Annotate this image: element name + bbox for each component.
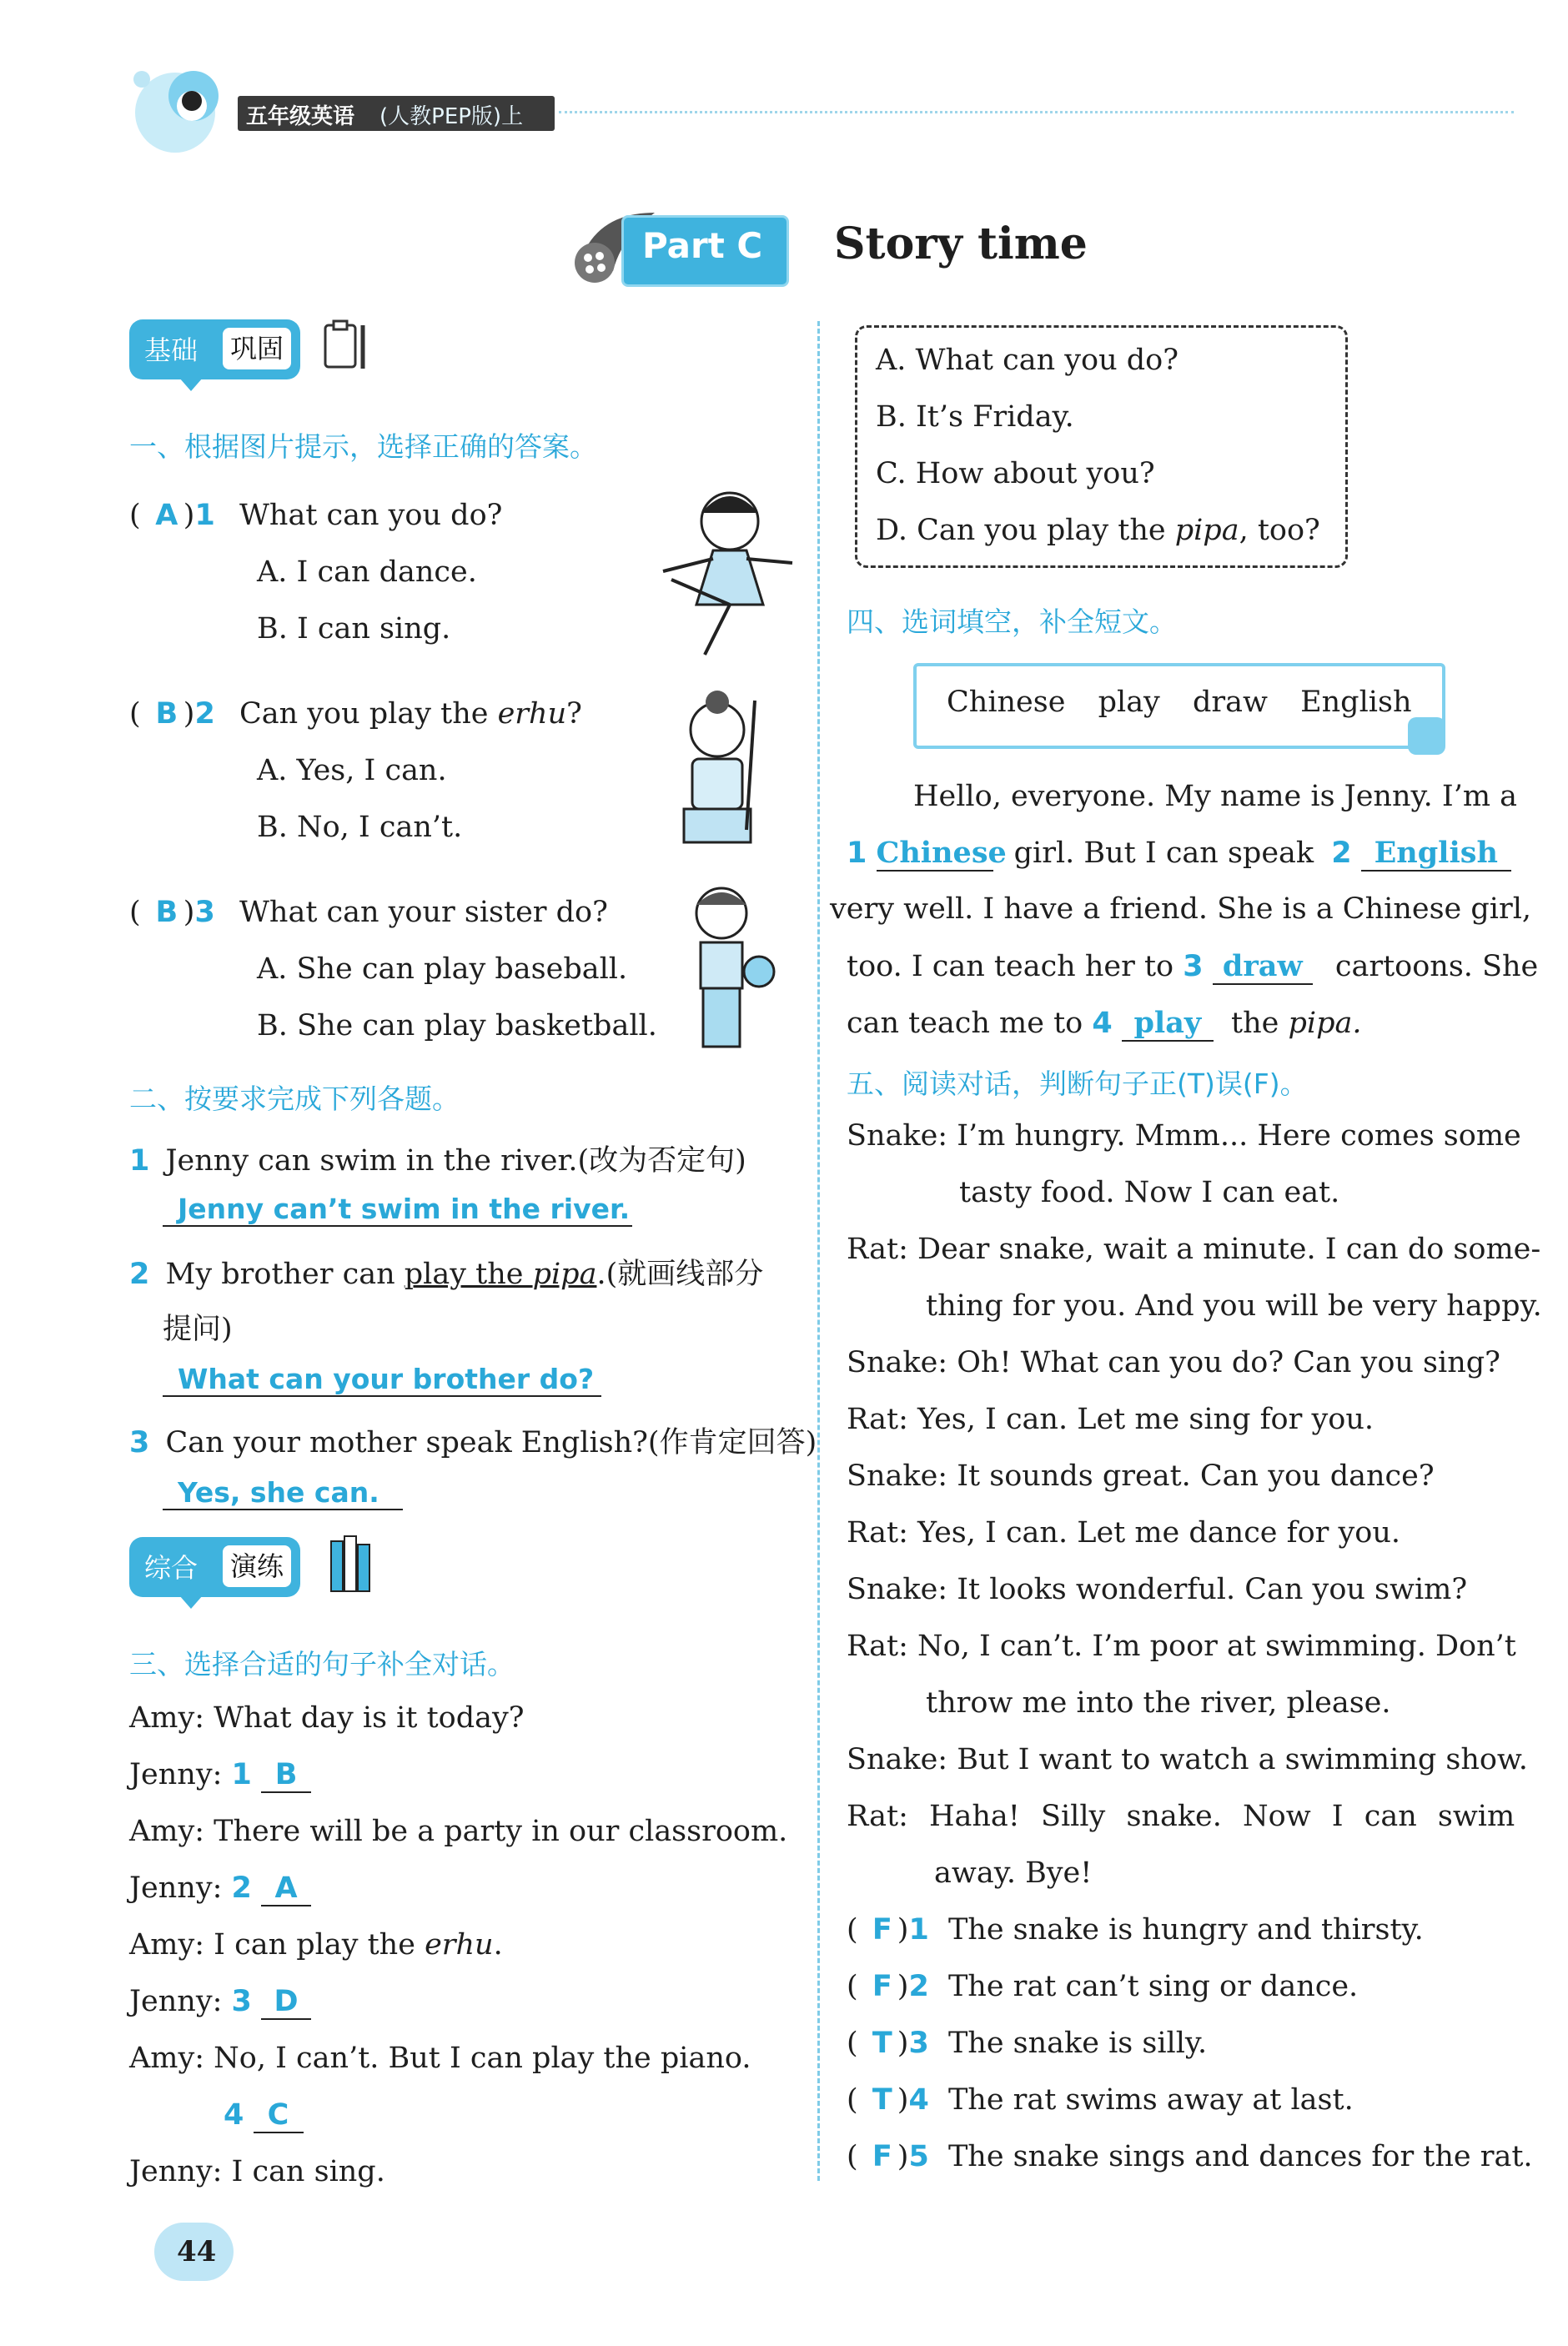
- badge-basic-a: 基础: [144, 334, 199, 366]
- question: My brother can: [165, 1258, 405, 1291]
- option-em: pipa: [1174, 514, 1239, 547]
- question: Can you play the: [239, 697, 498, 731]
- sec2-q3: [129, 1419, 817, 1461]
- answer: D: [261, 1985, 311, 2020]
- item-number: 2: [194, 697, 215, 731]
- sec2-q2: [129, 1251, 763, 1293]
- statement: The snake is hungry and thirsty.: [947, 1913, 1424, 1947]
- clipboard-icon: [321, 317, 371, 379]
- blank-answer: play: [1122, 1006, 1214, 1042]
- sec1-item-2-option-a: A. Yes, I can.: [257, 754, 447, 787]
- judgment-3: ( T )3 The snake is silly.: [847, 2027, 1208, 2060]
- passage-text: too. I can teach her to: [847, 950, 1174, 983]
- header-grade: 五年级英语: [246, 104, 355, 129]
- part-label: Part C: [642, 225, 763, 266]
- word-chinese: Chinese: [947, 686, 1066, 719]
- question-end: .(就画线部分: [596, 1258, 764, 1291]
- speaker: Jenny:: [129, 1985, 232, 2018]
- sec3-line-6: [129, 1985, 311, 2020]
- answer: B: [155, 697, 178, 731]
- sec1-item-1-option-b: B. I can sing.: [257, 612, 451, 646]
- item-number: 2: [908, 1970, 929, 2003]
- header-decoration: [117, 46, 234, 154]
- judgment-5: ( F )5 The snake sings and dances for the rat.: [847, 2140, 1533, 2173]
- sec3-heading: 三、选择合适的句子补全对话。: [129, 1648, 515, 1680]
- sec2-answer-2: What can your brother do?: [163, 1363, 601, 1397]
- dialogue-line-8: Rat: Yes, I can. Let me dance for you.: [847, 1516, 1401, 1550]
- answer: F: [872, 2140, 892, 2173]
- sec1-item-2: ( B )2 Can you play the erhu?: [129, 697, 582, 731]
- option-d: [876, 514, 1320, 547]
- sec3-line-9: Jenny: I can sing.: [129, 2155, 385, 2188]
- passage-text: girl. But I can speak: [1013, 836, 1314, 870]
- blank-answer: Chinese: [876, 836, 1007, 870]
- sec5-heading: 五、阅读对话，判断句子正(T)误(F)。: [847, 1068, 1308, 1100]
- passage-text: the: [1231, 1007, 1279, 1040]
- basketball-girl-image: [663, 880, 788, 1058]
- judgment-4: ( T )4 The rat swims away at last.: [847, 2083, 1354, 2117]
- passage-line-3: very well. I have a friend. She is a Chinese girl,: [830, 892, 1532, 926]
- sec1-heading: 一、根据图片提示，选择正确的答案。: [129, 430, 597, 463]
- erhu-girl-image: [659, 684, 784, 854]
- column-divider: [817, 321, 820, 2181]
- speaker: Jenny:: [129, 1871, 232, 1905]
- dialogue-line-6: Rat: Yes, I can. Let me sing for you.: [847, 1403, 1374, 1436]
- dialogue-line-7: Snake: It sounds great. Can you dance?: [847, 1459, 1435, 1493]
- sec1-item-3-option-b: B. She can play basketball.: [257, 1009, 657, 1042]
- sec1-item-2-option-b: B. No, I can’t.: [257, 811, 463, 844]
- sec1-item-1: ( A )1 What can you do?: [129, 499, 503, 532]
- books-icon: [328, 1533, 386, 1599]
- option-text: D. Can you play the: [876, 514, 1175, 547]
- passage-line-4: [847, 949, 1538, 985]
- judgment-1: ( F )1 The snake is hungry and thirsty.: [847, 1913, 1424, 1947]
- blank-number: 1: [847, 836, 867, 870]
- dialogue-line-10: Rat: No, I can’t. I’m poor at swimming. Don’t: [847, 1630, 1516, 1663]
- sec2-answer-1: Jenny can’t swim in the river.: [163, 1193, 632, 1227]
- question-em: pipa: [532, 1258, 597, 1291]
- item-number: 1: [129, 1144, 150, 1178]
- option-b: B. It’s Friday.: [876, 400, 1074, 434]
- item-number: 3: [194, 896, 215, 929]
- sec2-answer-3: Yes, she can.: [163, 1476, 403, 1510]
- line-text: Amy: I can play the: [129, 1928, 425, 1962]
- answer: F: [872, 1913, 892, 1947]
- page-number: 44: [177, 2235, 217, 2268]
- answer: A: [261, 1871, 311, 1906]
- answer: C: [254, 2098, 304, 2133]
- word-english: English: [1300, 686, 1412, 719]
- sec2-q2-line2: 提问): [163, 1313, 233, 1346]
- sec1-item-3-option-a: A. She can play baseball.: [257, 952, 628, 986]
- dialogue-line-3: Rat: Dear snake, wait a minute. I can do some-: [847, 1233, 1541, 1266]
- passage-em: pipa.: [1288, 1007, 1362, 1040]
- item-number: 3: [231, 1985, 252, 2018]
- dialogue-line-1: Snake: I’m hungry. Mmm... Here comes some: [847, 1119, 1521, 1153]
- sec2-heading: 二、按要求完成下列各题。: [129, 1083, 460, 1115]
- badge-basic: [129, 319, 300, 379]
- sec1-item-3: ( B )3 What can your sister do?: [129, 896, 608, 929]
- sec3-line-5: [129, 1928, 503, 1962]
- sec3-line-4: [129, 1871, 311, 1906]
- sec4-heading: 四、选词填空，补全短文。: [847, 605, 1177, 638]
- item-number: 3: [129, 1426, 150, 1459]
- dialogue-line-14: away. Bye!: [934, 1856, 1093, 1890]
- judgment-2: ( F )2 The rat can’t sing or dance.: [847, 1970, 1359, 2003]
- statement: The rat can’t sing or dance.: [947, 1970, 1359, 2003]
- item-number: 5: [908, 2140, 929, 2173]
- word-draw: draw: [1192, 686, 1268, 719]
- item-number: 4: [908, 2083, 929, 2117]
- sec3-line-1: Amy: What day is it today?: [129, 1701, 525, 1735]
- item-number: 3: [908, 2027, 929, 2060]
- sec3-line-8: [224, 2098, 304, 2133]
- question: Jenny can swim in the river.(改为否定句): [165, 1144, 746, 1178]
- badge-comprehensive: [129, 1537, 300, 1597]
- option-end: , too?: [1239, 514, 1320, 547]
- answer: A: [155, 499, 178, 532]
- statement: The rat swims away at last.: [947, 2083, 1354, 2117]
- question-end: ?: [566, 697, 582, 731]
- item-number: 2: [231, 1871, 252, 1905]
- sec1-item-1-option-a: A. I can dance.: [257, 555, 477, 589]
- question: Can your mother speak English?(作肯定回答): [165, 1426, 817, 1459]
- blank-number: 2: [1331, 836, 1352, 870]
- header-dotted-line: [559, 111, 1514, 113]
- blank-answer: English: [1361, 836, 1511, 872]
- word-list: [947, 686, 1411, 719]
- dialogue-line-13: Rat: Haha! Silly snake. Now I can swim: [847, 1800, 1515, 1833]
- sec3-line-2: [129, 1758, 311, 1793]
- item-number: 1: [908, 1913, 929, 1947]
- answer: B: [261, 1758, 311, 1793]
- badge-basic-b: 巩固: [223, 328, 291, 369]
- item-number: 2: [129, 1258, 150, 1291]
- option-c: C. How about you?: [876, 457, 1155, 490]
- sec3-line-3: Amy: There will be a party in our classroom.: [129, 1815, 788, 1848]
- item-number: 4: [224, 2098, 244, 2132]
- option-a: A. What can you do?: [876, 344, 1179, 377]
- line-em: erhu: [425, 1928, 494, 1962]
- answer: T: [872, 2083, 892, 2117]
- passage-text: cartoons. She: [1334, 950, 1539, 983]
- badge-comp-a: 综合: [144, 1552, 199, 1584]
- blank-answer: draw: [1213, 949, 1313, 985]
- question-em: erhu: [497, 697, 567, 731]
- passage-line-5: [847, 1006, 1361, 1042]
- passage-line-1: Hello, everyone. My name is Jenny. I’m a: [913, 780, 1518, 813]
- dialogue-line-5: Snake: Oh! What can you do? Can you sing?: [847, 1346, 1500, 1379]
- line-end: .: [493, 1928, 503, 1962]
- question-underlined: play the: [404, 1258, 533, 1291]
- question: What can you do?: [239, 499, 503, 532]
- sec3-line-7: Amy: No, I can’t. But I can play the piano.: [129, 2042, 751, 2075]
- dialogue-line-11: throw me into the river, please.: [926, 1686, 1391, 1720]
- answer: B: [155, 896, 178, 929]
- item-number: 1: [194, 499, 215, 532]
- blank-number: 4: [1092, 1007, 1113, 1040]
- header-edition: (人教PEP版)上: [379, 104, 524, 129]
- answer: T: [872, 2027, 892, 2060]
- answer: F: [872, 1970, 892, 2003]
- statement: The snake sings and dances for the rat.: [947, 2140, 1533, 2173]
- question: What can your sister do?: [239, 896, 608, 929]
- page-title: Story time: [834, 219, 1088, 269]
- dialogue-line-2: tasty food. Now I can eat.: [959, 1176, 1340, 1209]
- statement: The snake is silly.: [947, 2027, 1208, 2060]
- badge-comp-b: 演练: [223, 1545, 291, 1587]
- passage-text: can teach me to: [847, 1007, 1083, 1040]
- dialogue-line-4: thing for you. And you will be very happy.: [926, 1289, 1542, 1323]
- word-box-corner-icon: [1408, 717, 1445, 755]
- item-number: 1: [231, 1758, 252, 1791]
- speaker: Jenny:: [129, 1758, 232, 1791]
- passage-line-2: [847, 836, 1511, 872]
- sec2-q1: [129, 1138, 746, 1179]
- blank-number: 3: [1183, 950, 1204, 983]
- dialogue-line-12: Snake: But I want to watch a swimming show.: [847, 1743, 1528, 1776]
- word-play: play: [1098, 686, 1160, 719]
- dialogue-line-9: Snake: It looks wonderful. Can you swim?: [847, 1573, 1468, 1606]
- dancing-girl-image: [646, 480, 797, 666]
